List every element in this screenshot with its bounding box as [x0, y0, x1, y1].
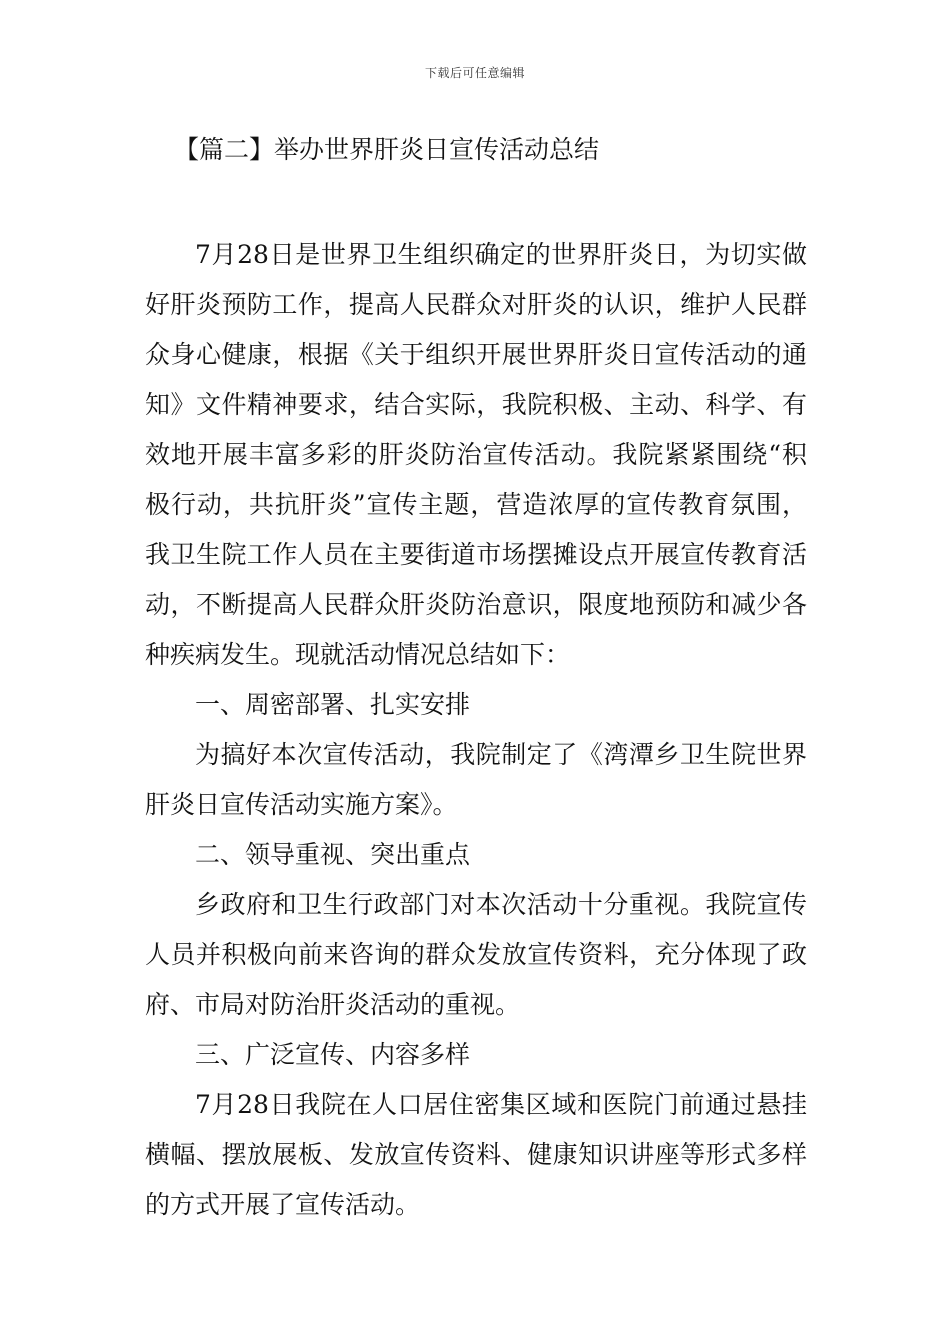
header-note: 下载后可任意编辑: [424, 66, 525, 80]
section-heading-3: 三、广泛宣传、内容多样: [195, 1040, 471, 1069]
section-heading-2: 二、领导重视、突出重点: [195, 840, 471, 869]
section-paragraph-3: 7月28日我院在人口居住密集区域和医院门前通过悬挂横幅、摆放展板、发放宣传资料、健康知识讲座等形式多样的方式开展了宣传活动。: [145, 1090, 807, 1219]
section-paragraph-1: 为搞好本次宣传活动，我院制定了《湾潭乡卫生院世界肝炎日宣传活动实施方案》。: [145, 740, 807, 819]
document-title: 【篇二】举办世界肝炎日宣传活动总结: [174, 135, 600, 164]
document-body: [145, 230, 807, 1230]
intro-paragraph: 7月28日是世界卫生组织确定的世界肝炎日，为切实做好肝炎预防工作，提高人民群众对肝炎的认识，维护人民群众身心健康，根据《关于组织开展世界肝炎日宣传活动的通知》文件精神要求，结合实际，我院积极、主动、科学、有效地开展丰富多彩的肝炎防治宣传活动。我院紧紧围绕“积极行动，共抗肝炎”宣传主题，营造浓厚的宣传教育氛围，我卫生院工作人员在主要街道市场摆摊设点开展宣传教育活动，不断提高人民群众肝炎防治意识，限度地预防和减少各种疾病发生。现就活动情况总结如下：: [145, 240, 807, 669]
section-paragraph-2: 乡政府和卫生行政部门对本次活动十分重视。我院宣传人员并积极向前来咨询的群众发放宣传资料，充分体现了政府、市局对防治肝炎活动的重视。: [145, 890, 807, 1019]
section-heading-1: 一、周密部署、扎实安排: [195, 690, 471, 719]
